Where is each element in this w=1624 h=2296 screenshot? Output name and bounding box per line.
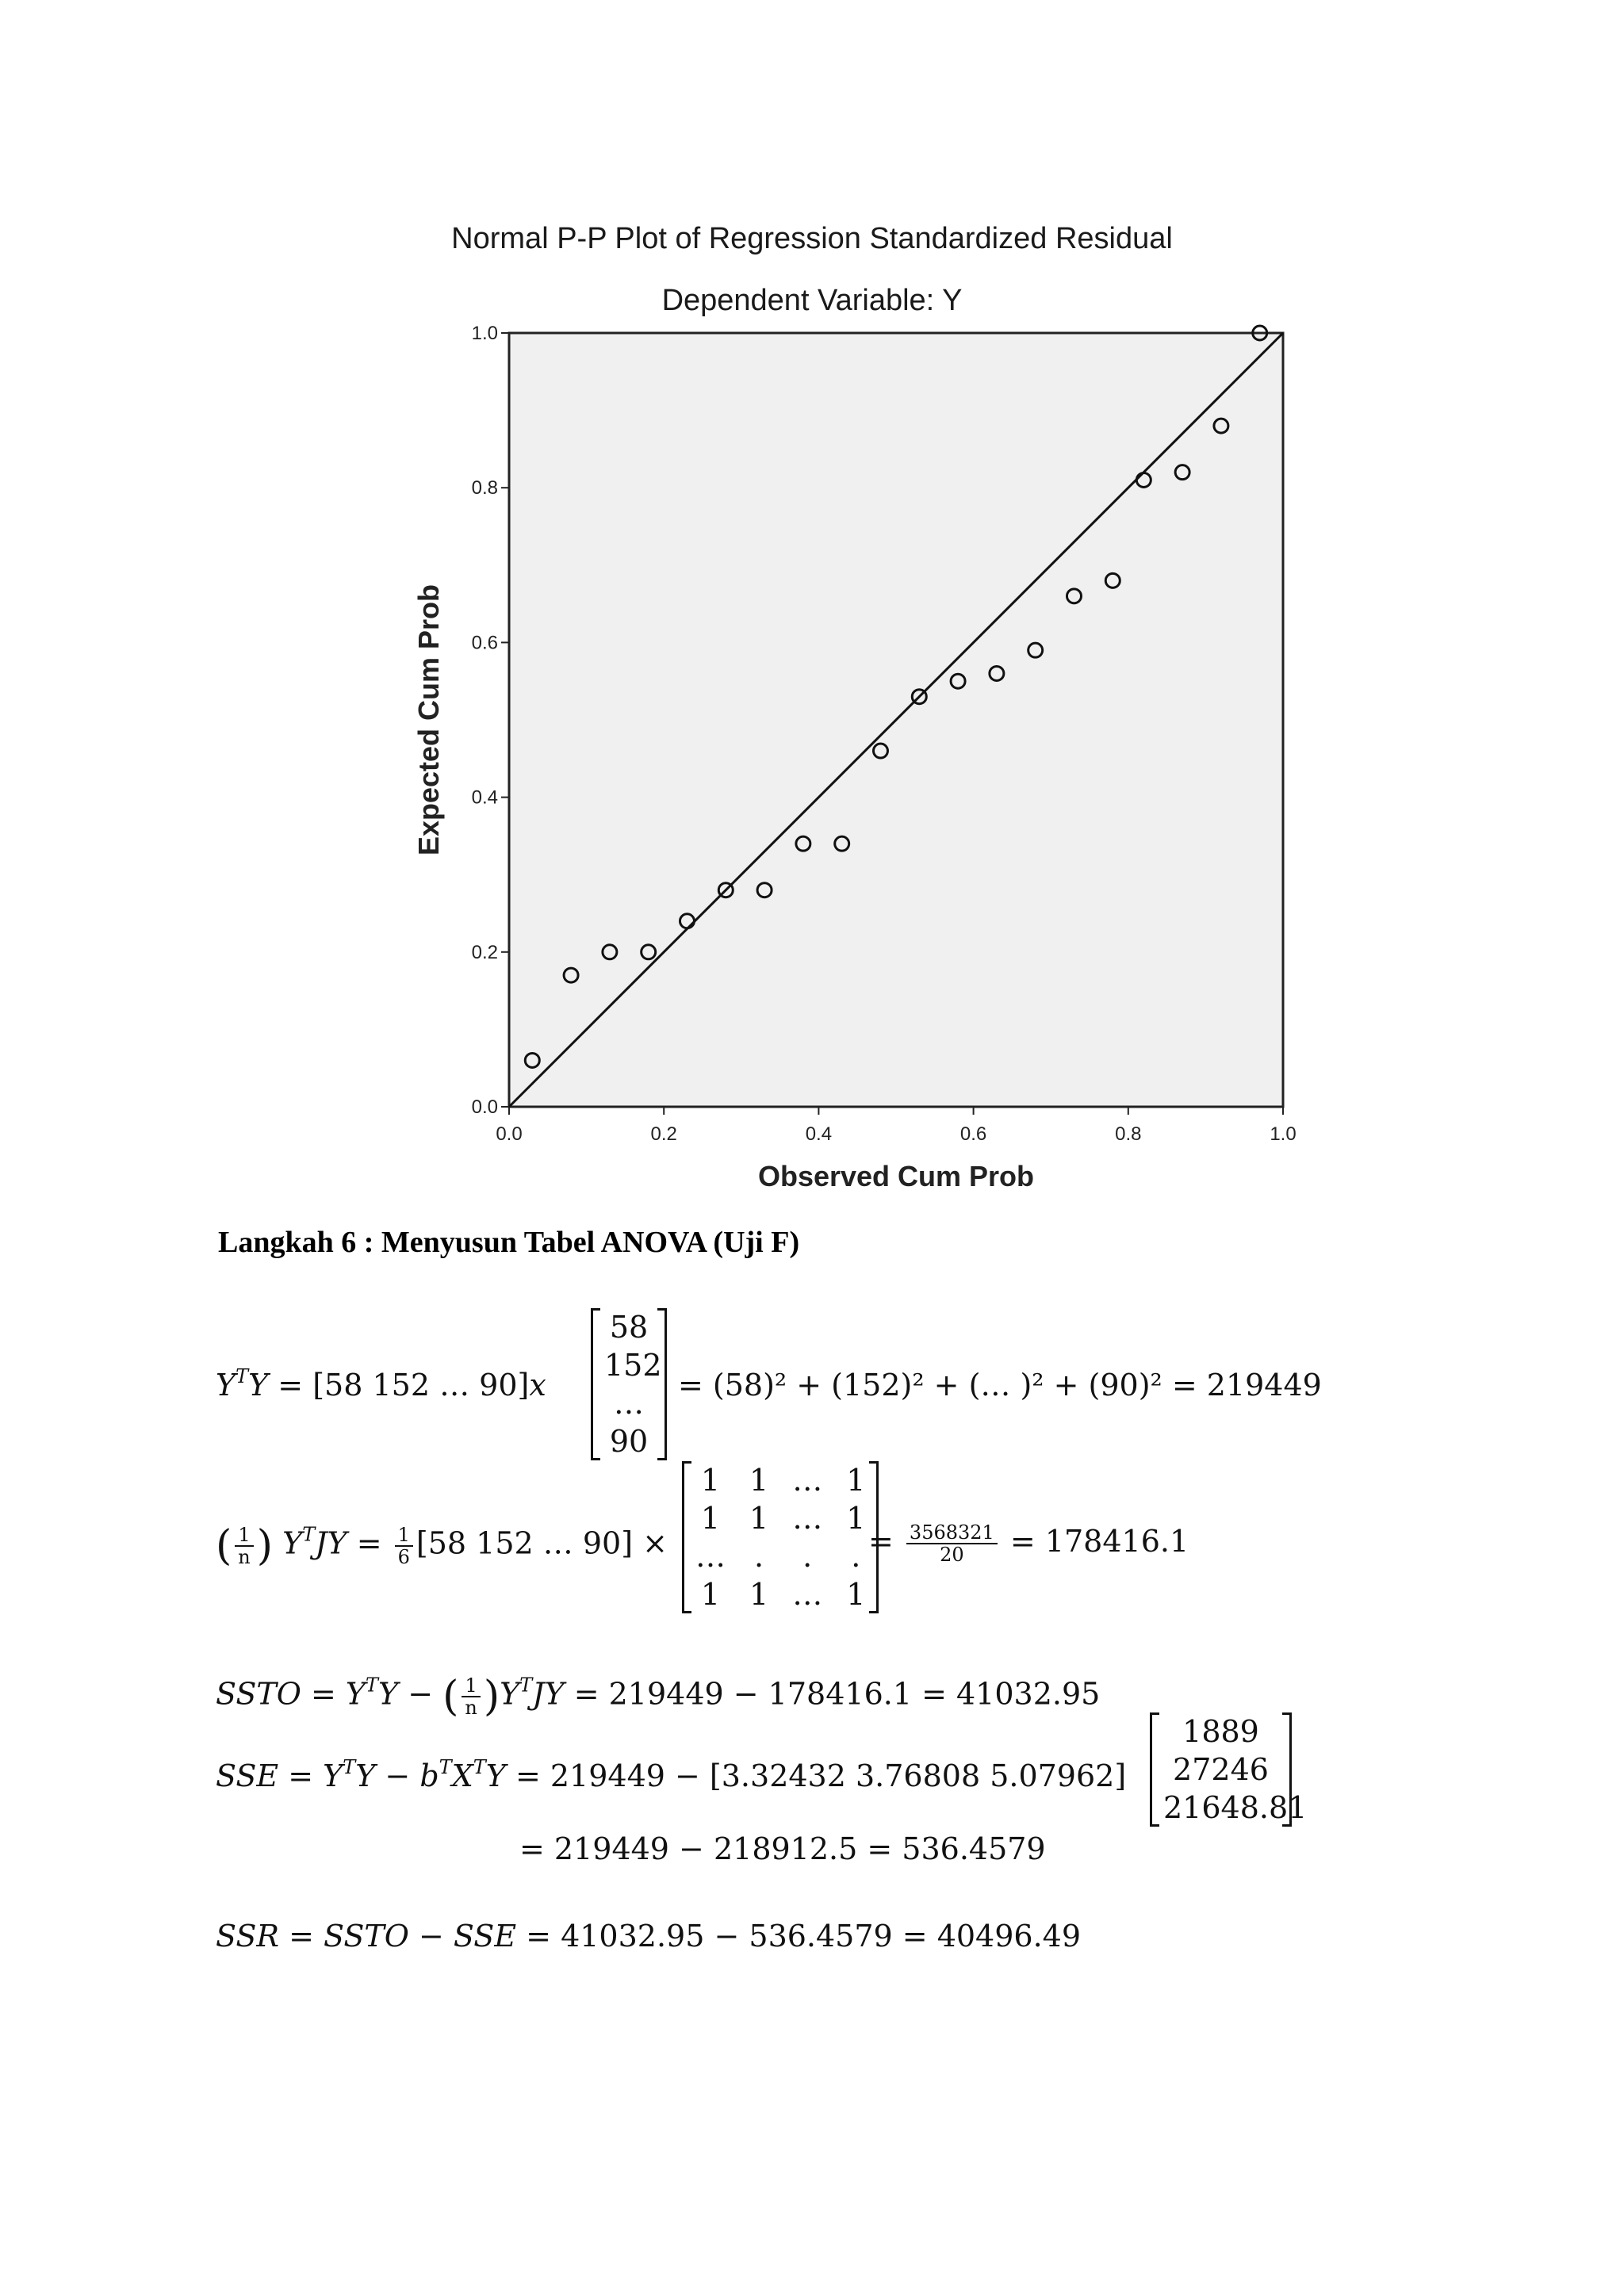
eq2-matrix-cell: 1 (846, 1501, 866, 1536)
eq2-line: ( $\frac{1}{n}$ ) $Y^TJY$ = $\frac{1}{6}$ [58 152 … 90] × (216, 1522, 668, 1570)
eq2-matrix-cell: . (851, 1539, 861, 1574)
eq1-lhs: = [58 152 … 90] (278, 1368, 530, 1402)
eq2-matrix-cell: … (792, 1501, 823, 1536)
eq2-mid: = (356, 1525, 392, 1561)
sse-line2: = 219449 − 218912.5 = 536.4579 (519, 1831, 1046, 1866)
eq2-matrix-cell: . (754, 1539, 764, 1574)
eq2-matrix-cell: 1 (846, 1577, 866, 1612)
y-tick-label: 0.6 (471, 632, 498, 654)
eq2-matrix-cell: … (792, 1577, 823, 1612)
eq2-frac3-num: 3568321 (906, 1522, 998, 1544)
eq2-frac2-num: 1 (395, 1525, 413, 1547)
eq1-matrix-cell: 90 (609, 1424, 649, 1459)
ssr-line: SSR = SSTO − SSE = 41032.95 − 536.4579 = 40496.49 (216, 1919, 1082, 1954)
x-axis-label: Observed Cum Prob (757, 1160, 1035, 1192)
sse-matrix-cell: 1889 (1182, 1714, 1259, 1749)
x-tick-label: 0.2 (650, 1123, 677, 1145)
eq2-matrix-cell: 1 (749, 1577, 769, 1612)
ssr-value: = 41032.95 − 536.4579 = 40496.49 (526, 1919, 1082, 1954)
y-tick-label: 1.0 (471, 323, 498, 344)
section-heading: Langkah 6 : Menyusun Tabel ANOVA (Uji F) (218, 1226, 800, 1259)
eq2-matrix-cell: 1 (700, 1463, 721, 1498)
eq2-result: = 178416.1 (1009, 1523, 1189, 1559)
sse-value: = 219449 − [3.32432 3.76808 5.07962] (515, 1758, 1127, 1793)
y-tick-label: 0.4 (471, 786, 498, 809)
x-tick-label: 0.0 (496, 1123, 523, 1145)
chart-title: Normal P-P Plot of Regression Standardized Residual (451, 222, 1173, 255)
eq2-matrix-cell: 1 (749, 1463, 769, 1498)
eq2-frac3-den: 20 (940, 1544, 964, 1567)
x-tick-label: 1.0 (1270, 1123, 1297, 1145)
chart-subtitle: Dependent Variable: Y (661, 284, 963, 317)
x-tick-label: 0.6 (959, 1123, 987, 1145)
eq2-vector: [58 152 … 90] × (416, 1525, 668, 1561)
eq1-x: x (529, 1368, 546, 1402)
eq2-frac2-den: 6 (397, 1546, 410, 1568)
y-axis-label: Expected Cum Prob (412, 584, 445, 856)
x-tick-label: 0.4 (805, 1123, 833, 1145)
sse-line: SSE = $Y^TY - b^TX^TY = 219449 - [3.32432$ 3.76808 5.07962] (216, 1756, 1127, 1793)
eq2-matrix-cell: … (792, 1463, 823, 1498)
eq2-rhs: = $\frac{3568321}{20}$ = 178416.1 (868, 1521, 1189, 1567)
eq2-matrix (682, 1461, 879, 1613)
eq2-matrix-cell: 1 (749, 1501, 769, 1536)
x-tick-label: 0.8 (1115, 1123, 1142, 1145)
y-tick-label: 0.8 (471, 477, 498, 499)
eq2-matrix-cell: 1 (846, 1463, 866, 1498)
y-tick-label: 0.0 (471, 1096, 498, 1118)
eq1-matrix (591, 1308, 667, 1460)
eq1-matrix-cell: … (614, 1386, 644, 1421)
y-tick-label: 0.2 (471, 941, 498, 963)
eq2-matrix-cell: … (695, 1539, 726, 1574)
sse-matrix-cell: 27246 (1173, 1752, 1269, 1787)
eq1-rhs: = (58)² + (152)² + (… )² + (90)² = 219449 (678, 1368, 1322, 1402)
sse-matrix (1150, 1712, 1308, 1827)
eq2-matrix-cell: . (802, 1539, 813, 1574)
eq2-frac-den: n (238, 1546, 251, 1568)
ssto-value: = 219449 − 178416.1 = 41032.95 (573, 1676, 1101, 1712)
ssto-line: SSTO = $Y^TY$ − ( $\frac{1}{n}$ )$Y^TJY = 219449 - 178416.1 = 41032.95$ (216, 1673, 1101, 1720)
eq1-matrix-cell: 152 (604, 1348, 662, 1383)
eq2-matrix-cell: 1 (700, 1577, 721, 1612)
eq2-frac-num: 1 (235, 1525, 253, 1547)
eq1-line: $Y^TY = [58$ 152 … 90]x (216, 1365, 546, 1402)
sse-matrix-cell: 21648.81 (1163, 1790, 1308, 1825)
eq1-matrix-cell: 58 (609, 1310, 649, 1345)
eq2-matrix-cell: 1 (700, 1501, 721, 1536)
